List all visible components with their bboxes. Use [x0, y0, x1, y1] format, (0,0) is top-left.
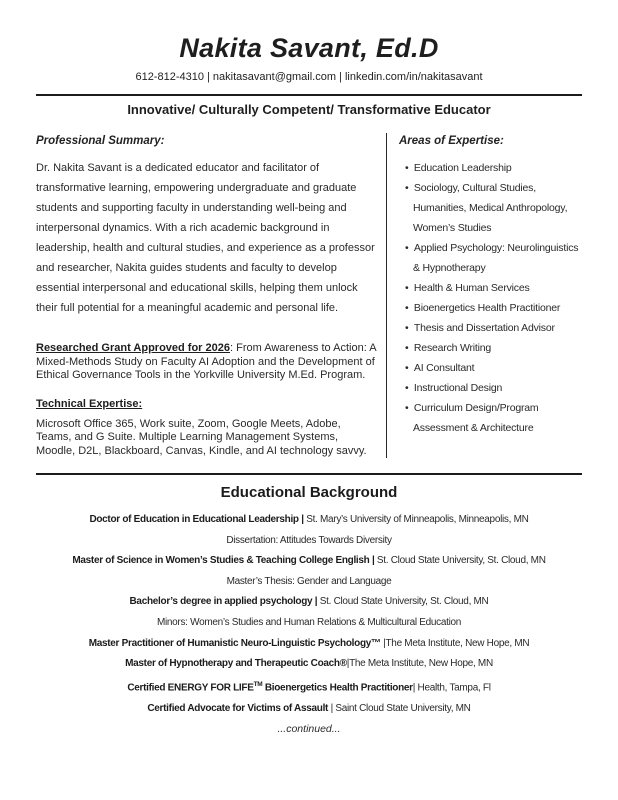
education-line	[36, 531, 582, 552]
person-name: Nakita Savant, Ed.D	[179, 33, 439, 63]
education-line-detail: Minors: Women’s Studies and Human Relations & Multicultural Education	[156, 616, 462, 628]
education-line	[36, 613, 582, 634]
education-line-detail: | Saint Cloud State University, MN	[330, 702, 471, 714]
expertise-item: • Education Leadership	[399, 158, 582, 178]
education-line	[36, 654, 582, 675]
technical-heading: Technical Expertise:	[36, 397, 143, 410]
education-line-detail: Dissertation: Attitudes Towards Diversity	[226, 534, 392, 546]
grant-label: Researched Grant Approved for 2026	[36, 342, 230, 354]
education-list	[36, 510, 582, 719]
summary-heading: Professional Summary:	[36, 135, 165, 147]
expertise-heading: Areas of Expertise:	[399, 135, 504, 147]
grant-paragraph	[36, 342, 376, 383]
education-line-title: Certified Advocate for Victims of Assault	[147, 702, 331, 714]
technical-paragraph: Microsoft Office 365, Work suite, Zoom, Google Meets, Adobe, Teams, and G Suite. Multiple Learning Management Systems, Moodle, D2L, Blackboard, Canvas, Kindle, and AI technology savvy.	[36, 417, 367, 457]
expertise-item: • Health & Human Services	[399, 278, 582, 298]
education-line-title: Master of Science in Women’s Studies & Teaching College English |	[72, 555, 377, 567]
expertise-list	[399, 158, 582, 438]
education-line-detail: |The Meta Institute, New Hope, MN	[383, 637, 530, 649]
header-divider	[36, 94, 582, 96]
education-line	[36, 592, 582, 613]
education-line-detail: St. Cloud State University, St. Cloud, MN	[376, 555, 546, 567]
education-line	[36, 634, 582, 655]
education-line-detail: St. Mary’s University of Minneapolis, Minneapolis, MN	[306, 514, 529, 525]
expertise-item: • Research Writing	[399, 338, 582, 358]
education-line-detail: Master’s Thesis: Gender and Language	[226, 575, 392, 587]
expertise-item: • Applied Psychology: Neurolinguistics & Hypnotherapy	[399, 238, 582, 278]
education-line	[36, 699, 582, 720]
right-column	[386, 133, 582, 458]
education-line	[36, 510, 582, 531]
expertise-item: • Instructional Design	[399, 378, 582, 398]
two-column-section	[36, 133, 582, 458]
left-column	[36, 133, 386, 458]
education-divider	[36, 473, 582, 475]
expertise-item: • Curriculum Design/Program Assessment & Architecture	[399, 398, 582, 438]
expertise-item: • Sociology, Cultural Studies, Humanities, Medical Anthropology, Women’s Studies	[399, 178, 582, 238]
grant-text: : From Awareness to Action: A Mixed-Methods Study on Faculty AI Adoption and the Development of Ethical Governance Tools in the Yorkville University M.Ed. Program.	[36, 342, 376, 381]
education-line-detail: |The Meta Institute, New Hope, MN	[346, 658, 493, 670]
tagline: Innovative/ Culturally Competent/ Transformative Educator	[127, 102, 491, 117]
education-line-title: Doctor of Education in Educational Leadership |	[89, 514, 307, 525]
education-line-title: Bachelor’s degree in applied psychology |	[129, 596, 320, 608]
contact-line: 612-812-4310 | nakitasavant@gmail.com | linkedin.com/in/nakitasavant	[135, 71, 483, 83]
education-heading: Educational Background	[220, 484, 398, 501]
education-line-detail: | Health, Tampa, Fl	[412, 682, 491, 694]
education-line-title: Master Practitioner of Humanistic Neuro-Linguistic Psychology™	[88, 637, 384, 649]
education-line-title: TM	[253, 680, 263, 688]
education-line	[36, 675, 582, 699]
education-line-detail: St. Cloud State University, St. Cloud, MN	[319, 596, 489, 608]
expertise-item: • Thesis and Dissertation Advisor	[399, 318, 582, 338]
education-line-title: Certified ENERGY FOR LIFE	[127, 682, 254, 694]
continued-note: ...continued...	[277, 723, 341, 736]
summary-paragraph: Dr. Nakita Savant is a dedicated educator and facilitator of transformative learning, empowering undergraduate and graduate students and supporting faculty in understanding well-being and interpersonal dynamics. With a rich academic background in leadership, health and cultural studies, and experience as a professor and researcher, Nakita guides students and faculty to develop essential interpersonal and educational skills, helping them unlock their full potential for a meaningful academic and personal life.	[36, 162, 375, 314]
expertise-item: • Bioenergetics Health Practitioner	[399, 298, 582, 318]
education-line-title: Bioenergetics Health Practitioner	[262, 682, 413, 694]
expertise-item: • AI Consultant	[399, 358, 582, 378]
education-line	[36, 551, 582, 572]
education-line-title: Master of Hypnotherapy and Therapeutic Coach®	[125, 658, 347, 670]
education-line	[36, 572, 582, 593]
